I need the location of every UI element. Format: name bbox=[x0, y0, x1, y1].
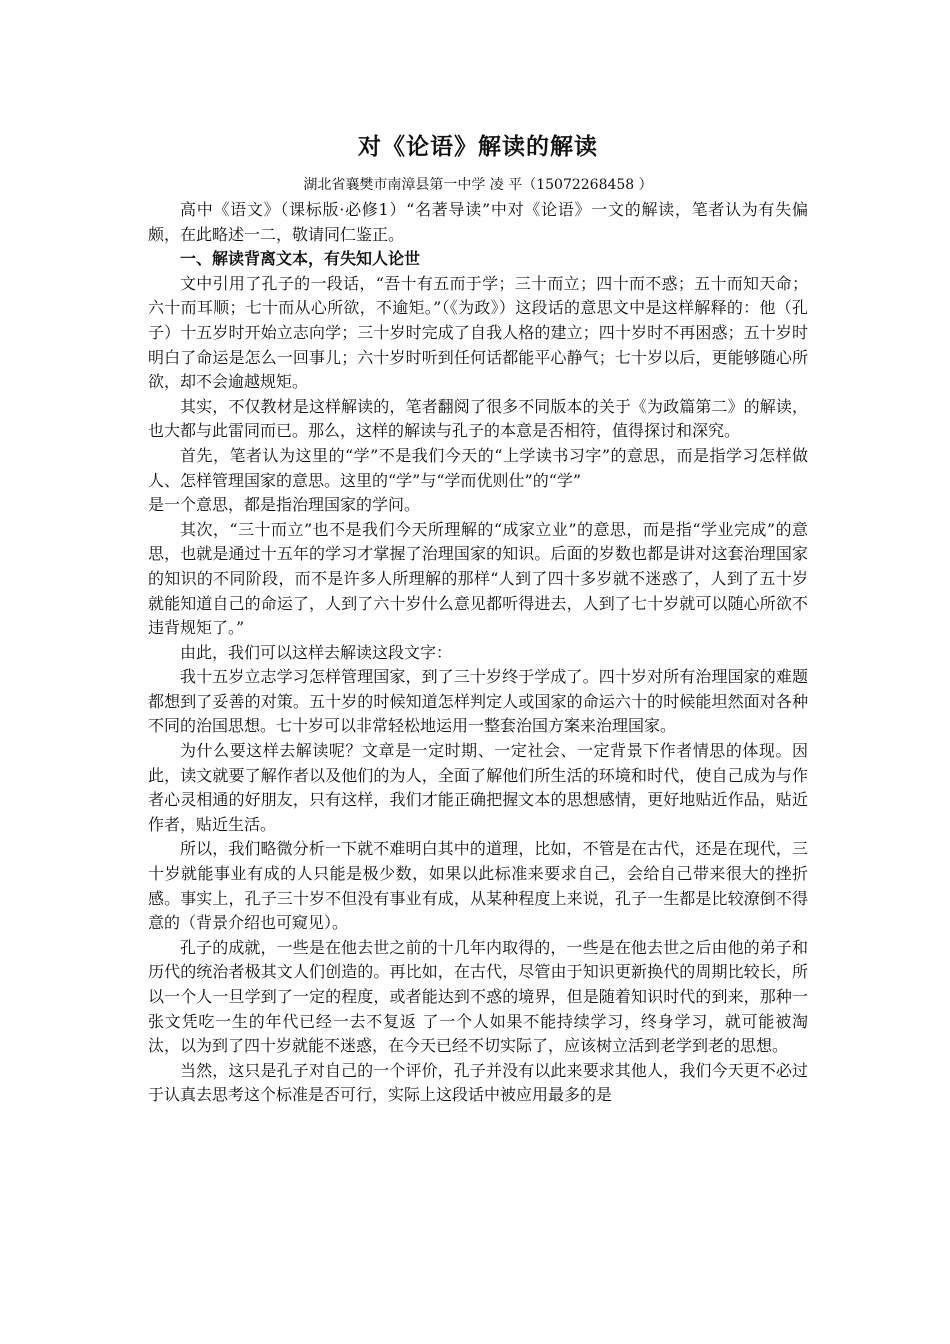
author-byline: 湖北省襄樊市南漳县第一中学 凌 平（15072268458 ） bbox=[303, 177, 653, 193]
document-title: 对《论语》解读的解读 bbox=[358, 134, 598, 160]
section-heading: 一、解读背离文本，有失知人论世 bbox=[180, 249, 421, 269]
body-paragraph: 由此，我们可以这样去解读这段文字： bbox=[180, 642, 453, 662]
body-paragraph: 当然，这只是孔子对自己的一个评价，孔子并没有以此来要求其他人，我们今天更不必过于认真去思考这个标准是否可行，实际上这段话中被应用最多的是 bbox=[148, 1060, 808, 1105]
body-paragraph: 文中引用了孔子的一段话，“吾十有五而于学；三十而立；四十而不惑；五十而知天命；六十而耳顺；七十而从心所欲，不逾矩。”（《为政》）这段话的意思文中是这样解释的：他（孔子）十五岁时开始立志向学；三十岁时完成了自我人格的建立；四十岁时不再困惑；五十岁时明白了命运是怎么一回事儿；六十岁时听到任何话都能平心静气；七十岁以后，更能够随心所欲，却不会逾越规矩。 bbox=[148, 273, 808, 392]
body-paragraph-continuation: 是一个意思，都是指治理国家的学问。 bbox=[148, 495, 421, 515]
body-paragraph: 首先，笔者认为这里的“学”不是我们今天的“上学读书习字”的意思，而是指学习怎样做人、怎样管理国家的意思。这里的“学”与“学而优则仕”的“学” bbox=[148, 445, 808, 490]
body-paragraph: 我十五岁立志学习怎样管理国家，到了三十岁终于学成了。四十岁对所有治理国家的难题都想到了妥善的对策。五十岁的时候知道怎样判定人或国家的命运六十的时候能坦然面对各种不同的治国思想。七十岁可以非常轻松地运用一整套治国方案来治理国家。 bbox=[148, 667, 808, 736]
body-paragraph: 其实，不仅教材是这样解读的，笔者翻阅了很多不同版本的关于《为政篇第二》的解读，也大都与此雷同而已。那么，这样的解读与孔子的本意是否相符，值得探讨和深究。 bbox=[148, 396, 808, 441]
body-paragraph: 其次，“三十而立”也不是我们今天所理解的“成家立业”的意思，而是指“学业完成”的意思，也就是通过十五年的学习才掌握了治理国家的知识。后面的岁数也都是讲对这套治理国家的知识的不同阶段，而不是许多人所理解的那样“人到了四十多岁就不迷惑了，人到了五十岁就能知道自己的命运了，人到了六十岁什么意见都听得进去，人到了七十岁就可以随心所欲不违背规矩了。” bbox=[148, 519, 808, 638]
body-paragraph: 所以，我们略微分析一下就不难明白其中的道理，比如，不管是在古代，还是在现代，三十岁就能事业有成的人只能是极少数，如果以此标准来要求自己，会给自己带来很大的挫折感。事实上，孔子三十岁不但没有事业有成，从某种程度上来说，孔子一生都是比较潦倒不得意的（背景介绍也可窥见）。 bbox=[148, 839, 808, 933]
intro-paragraph: 高中《语文》（课标版·必修1）“名著导读”中对《论语》一文的解读，笔者认为有失偏颇，在此略述一二，敬请同仁鉴正。 bbox=[148, 200, 808, 244]
body-paragraph: 孔子的成就，一些是在他去世之前的十几年内取得的，一些是在他去世之后由他的弟子和历代的统治者极其文人们创造的。再比如，在古代，尽管由于知识更新换代的周期比较长，所以一个人一旦学到了一定的程度，或者能达到不惑的境界，但是随着知识时代的到来，那种一张文凭吃一生的年代已经一去不复返 了一个人如果不能持续学习，终身学习，就可能被淘汰，以为到了四十岁就能不迷惑，在今天已经不切实际了，应该树立活到老学到老的思想。 bbox=[148, 937, 808, 1056]
body-paragraph: 为什么要这样去解读呢？文章是一定时期、一定社会、一定背景下作者情思的体现。因此，读文就要了解作者以及他们的为人，全面了解他们所生活的环境和时代，使自己成为与作者心灵相通的好朋友，只有这样，我们才能正确把握文本的思想感情，更好地贴近作品，贴近作者，贴近生活。 bbox=[148, 741, 808, 834]
